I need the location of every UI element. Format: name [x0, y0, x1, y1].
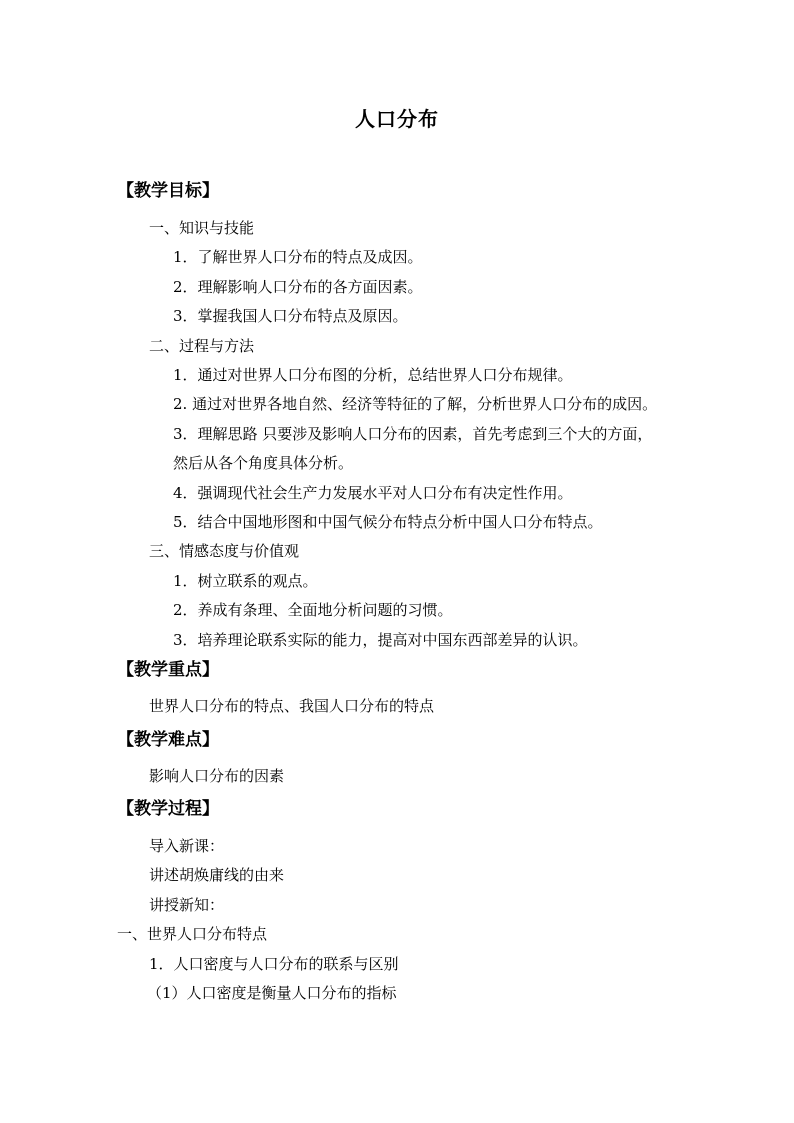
process-item: 1．通过对世界人口分布图的分析，总结世界人口分布规律。	[173, 366, 573, 385]
attitude-item: 2．养成有条理、全面地分析问题的习惯。	[173, 601, 453, 620]
objectives-heading: 【教学目标】	[117, 181, 219, 201]
knowledge-label: 一、知识与技能	[149, 219, 255, 237]
sub-point-one: （1）人口密度是衡量人口分布的指标	[147, 983, 397, 1002]
attitude-item: 1．树立联系的观点。	[173, 571, 318, 590]
difficulties-heading: 【教学难点】	[117, 729, 219, 750]
process-item: 4．强调现代社会生产力发展水平对人口分布有决定性作用。	[173, 483, 573, 502]
document-body	[117, 176, 697, 1008]
knowledge-item: 1．了解世界人口分布的特点及成因。	[173, 248, 423, 267]
knowledge-item: 2．理解影响人口分布的各方面因素。	[173, 277, 423, 296]
knowledge-item: 3．掌握我国人口分布特点及原因。	[173, 307, 408, 326]
point-one: 1．人口密度与人口分布的联系与区别	[149, 954, 399, 973]
process-item: 5．结合中国地形图和中国气候分布特点分析中国人口分布特点。	[173, 513, 603, 532]
part-one-heading: 一、世界人口分布特点	[117, 925, 268, 944]
process-item: 2. 通过对世界各地自然、经济等特征的了解，分析世界人口分布的成因。	[173, 395, 658, 414]
attitude-label: 三、情感态度与价值观	[149, 542, 300, 561]
process-item: 3．理解思路 只要涉及影响人口分布的因素，首先考虑到三个大的方面，	[173, 424, 653, 443]
difficulties-text: 影响人口分布的因素	[149, 766, 285, 785]
document-title: 人口分布	[355, 107, 439, 131]
key-points-text: 世界人口分布的特点、我国人口分布的特点	[149, 697, 435, 716]
key-points-heading: 【教学重点】	[117, 660, 219, 681]
process-item-continuation: 然后从各个角度具体分析。	[173, 454, 354, 473]
procedure-heading: 【教学过程】	[117, 798, 219, 819]
intro-label: 导入新课：	[149, 836, 225, 855]
intro-text: 讲述胡焕庸线的由来	[149, 866, 285, 885]
process-label: 二、过程与方法	[149, 336, 255, 355]
new-lesson-label: 讲授新知：	[149, 895, 225, 914]
attitude-item: 3．培养理论联系实际的能力，提高对中国东西部差异的认识。	[173, 630, 588, 649]
